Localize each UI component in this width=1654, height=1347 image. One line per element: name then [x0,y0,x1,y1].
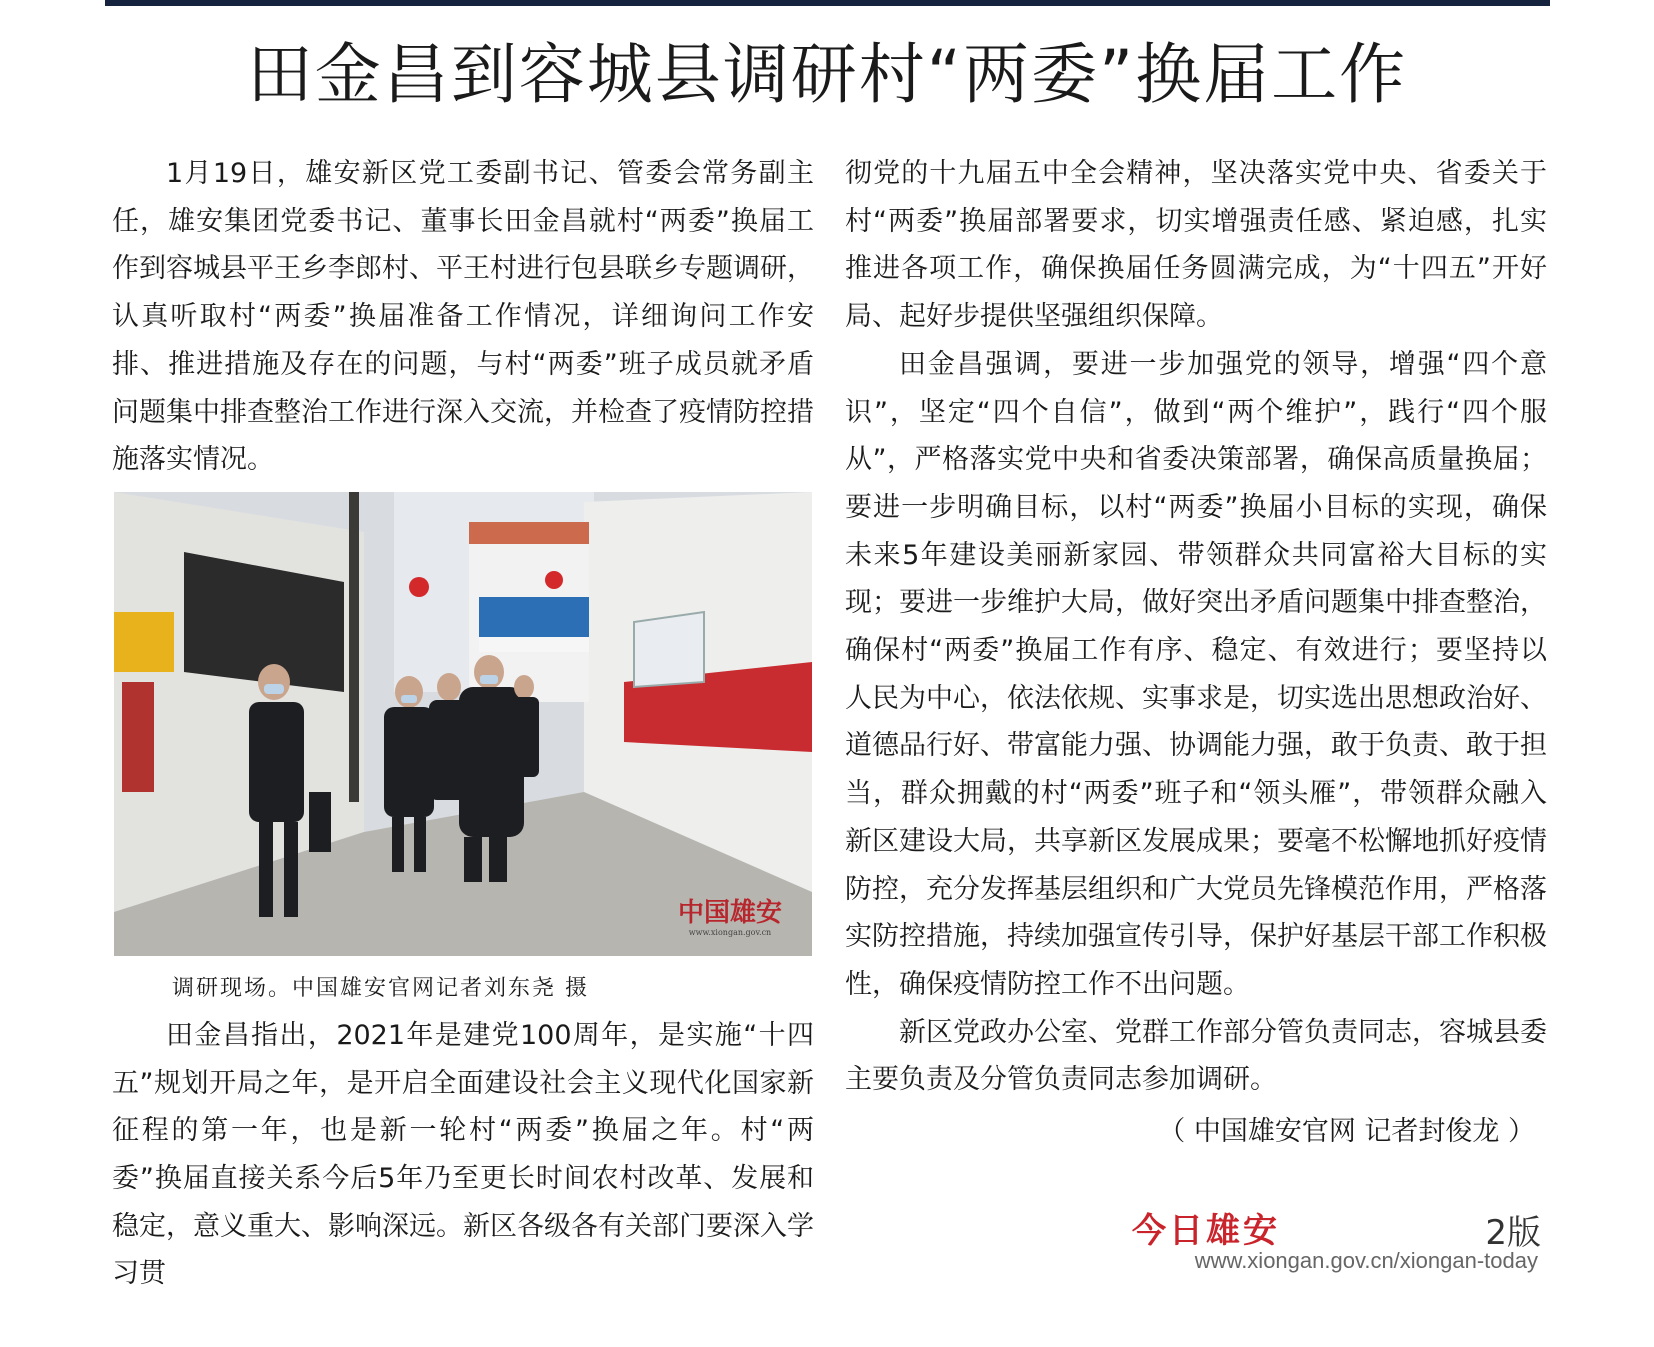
news-photo [114,492,812,956]
photo-caption: 调研现场。中国雄安官网记者刘东尧 摄 [172,975,589,1001]
left-column [112,150,814,1298]
headline: 田金昌到容城县调研村“两委”换届工作 [246,36,1408,113]
footer-url[interactable]: www.xiongan.gov.cn/xiongan-today [1194,1248,1538,1273]
photo-watermark [678,898,782,938]
paragraph-point-out: 田金昌指出，2021年是建党100周年，是实施“十四五”规划开局之年，是开启全面建设社会主义现代化国家新征程的第一年，也是新一轮村“两委”换届之年。村“两委”换届直接关系今后5年乃至更长时间农村改革、发展和稳定，意义重大、影响深远。新区各级各有关部门要深入学习贯 [112,1019,814,1290]
right-column [845,150,1547,1156]
photo-watermark-name: 中国雄安 [677,897,782,928]
byline: （ 中国雄安官网 记者封俊龙 ） [1158,1116,1535,1148]
news-photo-illustration [114,492,812,956]
paragraph-emphasis: 田金昌强调，要进一步加强党的领导，增强“四个意识”，坚定“四个自信”，做到“两个维护”，践行“四个服从”，严格落实党中央和省委决策部署，确保高质量换届；要进一步明确目标，以村“两委”换届小目标的实现，确保未来5年建设美丽新家园、带领群众共同富裕大目标的实现；要进一步维护大局，做好突出矛盾问题集中排查整治，确保村“两委”换届工作有序、稳定、有效进行；要坚持以人民为中心，依法依规、实事求是，切实选出思想政治好、道德品行好、带富能力强、协调能力强，敢于负责、敢于担当，群众拥戴的村“两委”班子和“领头雁”，带领群众融入新区建设大局，共享新区发展成果；要毫不松懈地抓好疫情防控，充分发挥基层组织和广大党员先锋模范作用，严格落实防控措施，持续加强宣传引导，保护好基层干部工作积极性，确保疫情防控工作不出问题。 [845,348,1547,1000]
page-number: 2版 [1485,1213,1541,1253]
paragraph-point-out-continued: 彻党的十九届五中全会精神，坚决落实党中央、省委关于村“两委”换届部署要求，切实增强责任感、紧迫感，扎实推进各项工作，确保换届任务圆满完成，为“十四五”开好局、起好步提供坚强组织保障。 [845,158,1547,333]
paragraph-attendees: 新区党政办公室、党群工作部分管负责同志，容城县委主要负责及分管负责同志参加调研。 [845,1016,1547,1096]
top-rule [105,0,1550,6]
photo-watermark-url: www.xiongan.gov.cn [688,927,772,937]
footer-brand-logo: 今日雄安 [1132,1211,1280,1251]
paragraph-intro: 1月19日，雄安新区党工委副书记、管委会常务副主任，雄安集团党委书记、董事长田金昌就村“两委”换届工作到容城县平王乡李郎村、平王村进行包县联乡专题调研，认真听取村“两委”换届准备工作情况，详细询问工作安排、推进措施及存在的问题，与村“两委”班子成员就矛盾问题集中排查整治工作进行深入交流，并检查了疫情防控措施落实情况。 [112,158,814,476]
